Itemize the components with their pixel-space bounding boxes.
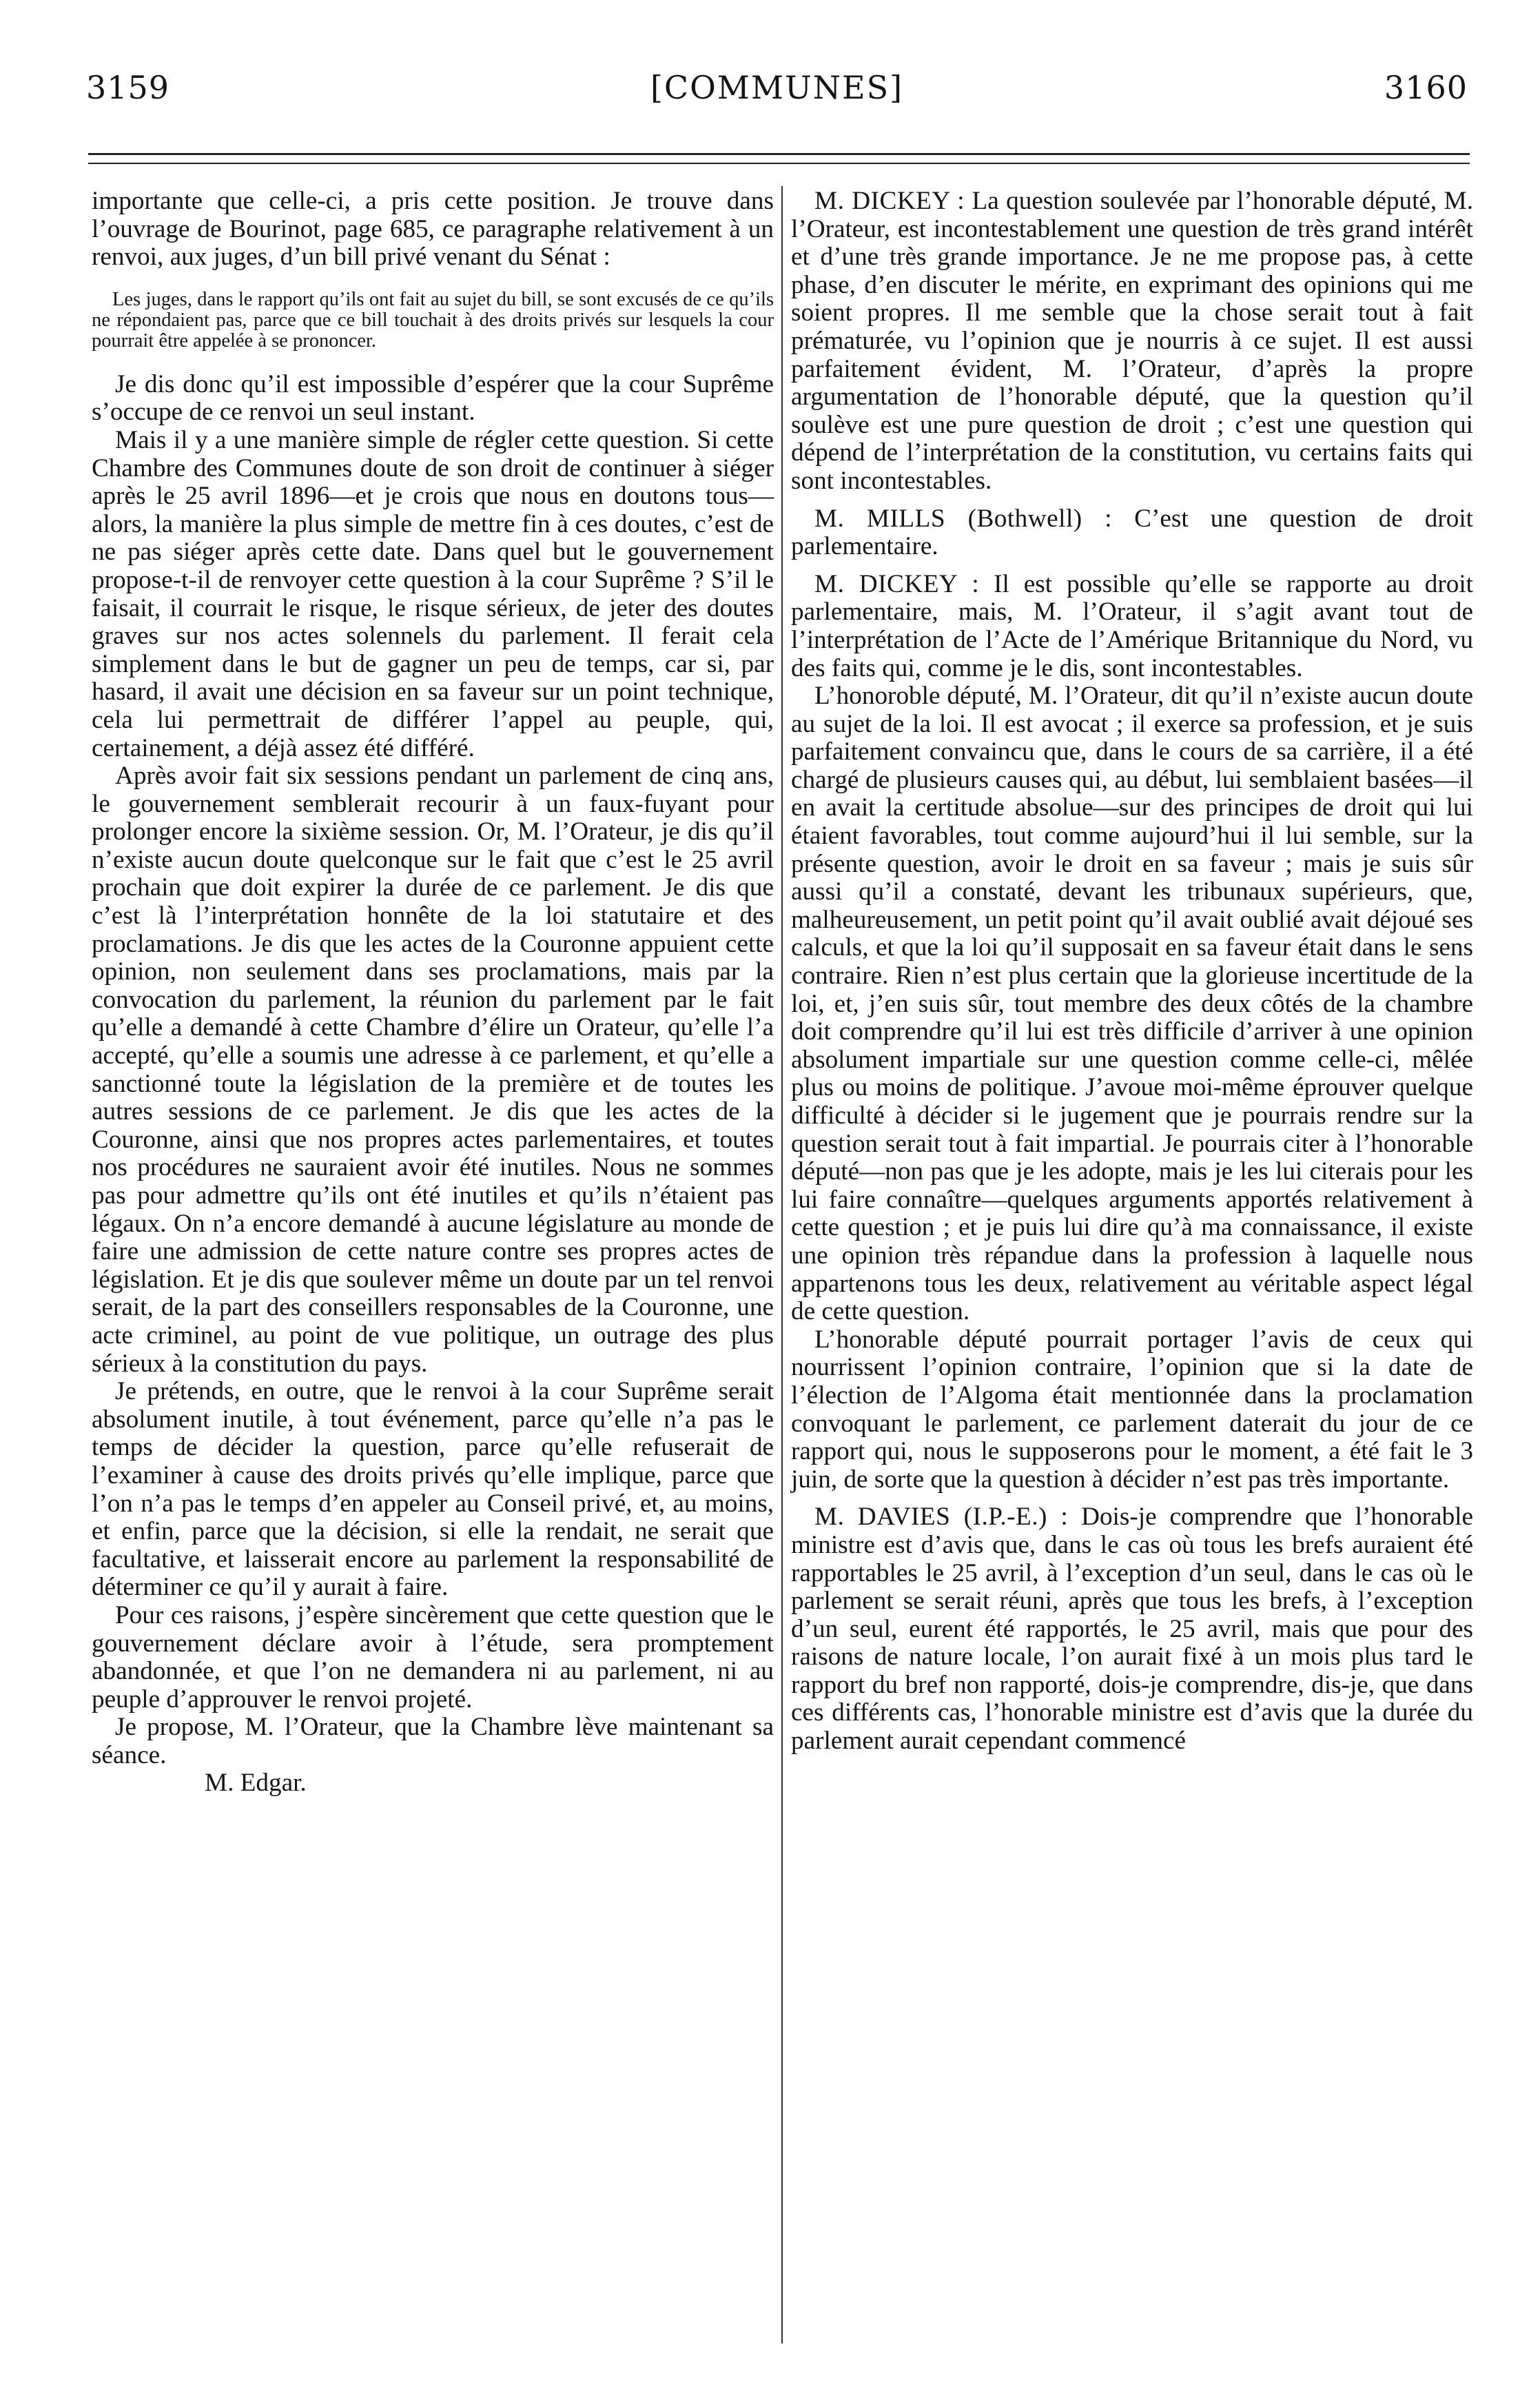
speaker-name: M. DAVIES (I.P.-E.) :: [814, 1503, 1069, 1532]
paragraph: Pour ces raisons, j’espère sincèrement que cette question que le gouvernement déclare avoir à l’étude, sera promptement abandonnée, et que l’on ne demandera ni au parlement, ni au peuple d’approuver le renvoi projeté.: [92, 1600, 774, 1713]
block-quote: Les juges, dans le rapport qu’ils ont fait au sujet du bill, se sont excusés de ce qu’ils ne répondaient pas, parce que ce bill touchait à des droits privés sur lesquels la cour pourrait être appelée à se prononcer.: [92, 288, 774, 352]
paragraph: Après avoir fait six sessions pendant un parlement de cinq ans, le gouvernement semblerait recourir à un faux-fuyant pour prolonger encore la sixième session. Or, M. l’Orateur, je dis qu’il n’existe aucun doute quelconque sur le fait que c’est le 25 avril prochain que doit expirer la durée de ce parlement. Je dis que c’est là l’interprétation honnête de la loi statutaire et des proclamations. Je dis que les actes de la Couronne appuient cette opinion, non seulement dans ses proclamations, mais par la convocation du parlement, la réunion du parlement par le fait qu’elle a demandé à cette Chambre d’élire un Orateur, qu’elle l’a accepté, qu’elle a soumis une adresse à ce parlement, et qu’elle a sanctionné toute la législation de la première et de toutes les autres sessions de ce parlement. Je dis que les actes de la Couronne, ainsi que nos propres actes parlementaires, et toutes nos procédures ne sauraient avoir été inutiles. Nous ne sommes pas pour admettre qu’ils ont été inutiles et qu’ils n’étaient pas légaux. On n’a encore demandé à aucune législature au monde de faire une admission de cette nature contre ses propres actes de législation. Et je dis que soulever même un doute par un tel renvoi serait, de la part des conseillers responsables de la Couronne, une acte criminel, au point de vue politique, un outrage des plus sérieux à la constitution du pays.: [92, 762, 774, 1378]
header-rule-bottom: [88, 163, 1470, 164]
speech-text: Il est possible qu’elle se rapporte au droit parlementaire, mais, M. l’Orateur, il s’agit avant tout de l’interprétation de l’Acte de l’Amérique Britannique du Nord, vu des faits qui, comme je le dis, sont incontestables.: [791, 569, 1473, 682]
speech: [791, 187, 1473, 496]
paragraph: Je propose, M. l’Orateur, que la Chambre lève maintenant sa séance.: [92, 1713, 774, 1769]
page-header: [86, 69, 1468, 117]
speaker-name: M. DICKEY :: [814, 187, 965, 215]
paragraph: L’honorable député pourrait portager l’avis de ceux qui nourrissent l’opinion contraire, l’opinion que si la date de l’élection de l’Algoma était mentionnée dans la proclamation convoquant le parlement, ce parlement daterait du jour de ce rapport qui, nous le supposerons pour le moment, a été fait le 3 juin, de sorte que la question à décider n’est pas très importante.: [791, 1325, 1473, 1494]
signature: M. Edgar.: [205, 1769, 307, 1798]
paragraph: L’honoroble député, M. l’Orateur, dit qu’il n’existe aucun doute au sujet de la loi. Il est avocat ; il exerce sa profession, et je suis parfaitement convaincu que, dans le cours de sa carrière, il a été chargé de plusieurs causes qui, au début, lui semblaient basées—il en avait la certitude absolue—sur des principes de droit qui lui étaient favorables, tout comme aujourd’hui il lui semble, sur la présente question, avoir le droit en sa faveur ; mais je suis sûr aussi qu’il a constaté, devant les tribunaux supérieurs, que, malheureusement, un petit point qu’il avait oublié avait déjoué ses calculs, et que la loi qu’il supposait en sa faveur était dans le sens contraire. Rien n’est plus certain que la glorieuse incertitude de la loi, et, j’en suis sûr, tout membre des deux côtés de la chambre doit comprendre qu’il lui est très difficile d’arriver à une opinion absolument impartiale sur une question comme celle-ci, mêlée plus ou moins de politique. J’avoue moi-même éprouver quelque difficulté à décider si le jugement que je pourrais rendre sur la question serait tout à fait impartial. Je pourrais citer à l’honorable député—non pas que je les adopte, mais je les lui citerais pour les lui faire connaître—quelques arguments apportés relativement à cette question ; et je puis lui dire qu’à ma connaissance, il existe une opinion très répandue dans la profession à laquelle nous appartenons tous les deux, relativement au véritable aspect légal de cette question.: [791, 682, 1473, 1326]
column-divider: [781, 186, 783, 2343]
page-number-left: 3159: [86, 69, 170, 106]
paragraph: importante que celle-ci, a pris cette position. Je trouve dans l’ouvrage de Bourinot, page 685, ce paragraphe relativement à un renvoi, aux juges, d’un bill privé venant du Sénat :: [92, 187, 774, 272]
left-column: [92, 187, 774, 1798]
speaker-name: M. DICKEY :: [814, 569, 980, 598]
speaker-name: M. MILLS (Bothwell) :: [814, 504, 1113, 533]
speech-text: La question soulevée par l’honorable député, M. l’Orateur, est incontestablement une question de très grand intérêt et d’une très grande importance. Je ne me propose pas, à cette phase, d’en discuter le mérite, en exprimant des opinions qui me soient propres. Il me semble que la chose serait tout à fait prématurée, vu l’opinion que je nourris à ce sujet. Il est aussi parfaitement évident, M. l’Orateur, d’après la propre argumentation de l’honorable député, que la question qu’il soulève est une pure question de droit ; c’est une question qui dépend de l’interprétation de la constitution, vu certains faits qui sont incontestables.: [791, 187, 1473, 495]
speech: [791, 1503, 1473, 1755]
paragraph: Je dis donc qu’il est impossible d’espérer que la cour Suprême s’occupe de ce renvoi un seul instant.: [92, 369, 774, 427]
speech-text: C’est une question de droit parlementaire.: [791, 504, 1474, 561]
header-rule-top: [88, 153, 1470, 155]
paragraph: Je prétends, en outre, que le renvoi à la cour Suprême serait absolument inutile, à tout événement, parce qu’elle n’a pas le temps de décider la question, parce qu’elle refuserait de l’examiner à cause des droits privés qu’elle implique, parce que l’on n’a pas le temps d’en appeler au Conseil privé, et, au moins, et enfin, parce que la décision, si elle la rendait, ne serait que facultative, et laisserait encore au parlement la responsabilité de déterminer ce qu’il y aurait à faire.: [92, 1377, 774, 1602]
paragraph: Mais il y a une manière simple de régler cette question. Si cette Chambre des Communes doute de son droit de continuer à siéger après le 25 avril 1896—et je crois que nous en doutons tous—alors, la manière la plus simple de mettre fin à ces doutes, c’est de ne pas siéger après cette date. Dans quel but le gouvernement propose-t-il de renvoyer cette question à la cour Suprême ? S’il le faisait, il courrait le risque, le risque sérieux, de jeter des doutes graves sur nos actes solennels du parlement. Il ferait cela simplement dans le but de gagner un peu de temps, car si, par hasard, il avait une décision en sa faveur sur un point technique, cela lui permettrait de différer l’appel au peuple, qui, certainement, a déjà assez été différé.: [92, 425, 774, 762]
running-title: [COMMUNES]: [650, 69, 904, 106]
speech: [791, 505, 1473, 561]
page-number-right: 3160: [1384, 69, 1468, 106]
speech-text: Dois-je comprendre que l’honorable ministre est d’avis que, dans le cas où tous les brefs auraient été rapportables le 25 avril, à l’exception d’un seul, dans le cas où le parlement se serait réuni, après que tous les brefs, à l’exception d’un seul, eurent été rapportés, le 25 avril, mais que pour des raisons de nature locale, l’on aurait fixé à un mois plus tard le rapport du bref non rapporté, dois-je comprendre, dis-je, que dans ces différents cas, l’honorable ministre est d’avis que la durée du parlement aurait cependant commencé: [791, 1503, 1474, 1756]
right-column: [791, 187, 1473, 1756]
speech: [791, 571, 1473, 682]
